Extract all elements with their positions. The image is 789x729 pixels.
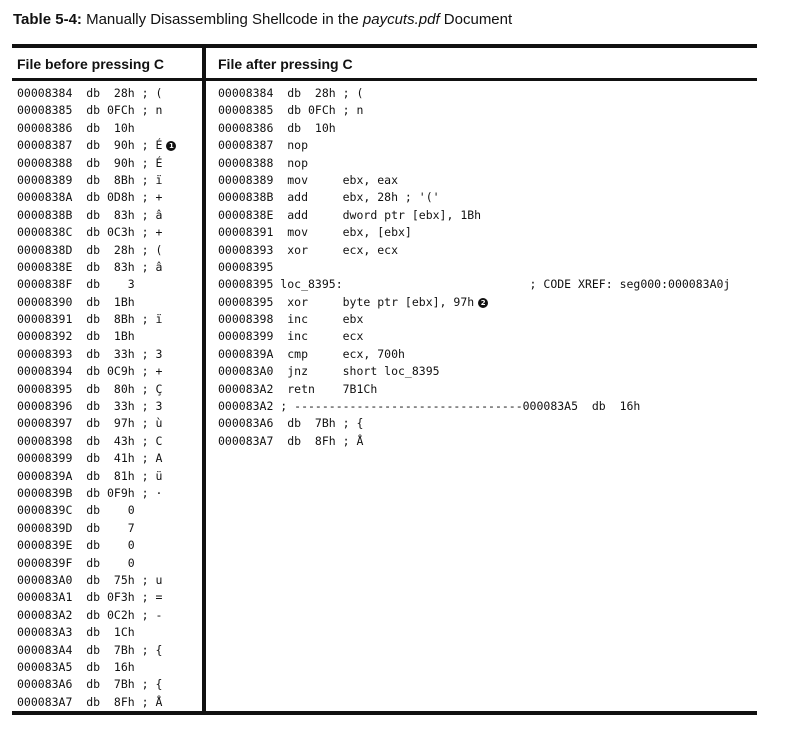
code-line: 00008393 db 33h ; 3 (17, 346, 163, 361)
code-line-callout (17, 137, 176, 154)
code-line: 0000838B db 83h ; â (17, 207, 163, 222)
code-line: 000083A5 db 16h (17, 659, 135, 674)
code-line: 0000838A db 0D8h ; + (17, 190, 163, 205)
code-after-column (218, 85, 730, 450)
header-divider (12, 78, 757, 81)
column-header-before: File before pressing C (17, 56, 165, 72)
column-header-after: File after pressing C (218, 56, 353, 72)
code-line: 0000839E db 0 (17, 538, 135, 553)
code-line: 0000839D db 7 (17, 520, 135, 535)
code-line: 00008389 mov ebx, eax (218, 172, 399, 187)
code-line: 00008384 db 28h ; ( (218, 86, 364, 100)
caption-label: Table 5-4: (13, 11, 82, 28)
code-line: 000083A2 db 0C2h ; - (17, 607, 163, 622)
code-line-callout (218, 294, 730, 311)
code-line: 0000838E db 83h ; â (17, 259, 163, 274)
code-line: 00008396 db 33h ; 3 (17, 399, 163, 414)
code-line: 0000839A cmp ecx, 700h (218, 346, 405, 361)
code-line: 0000838B add ebx, 28h ; '(' (218, 190, 440, 205)
callout-2-icon: 2 (478, 298, 488, 308)
code-line: 00008385 db 0FCh ; n (17, 103, 163, 118)
code-line: 0000839C db 0 (17, 503, 135, 518)
code-line: 00008388 nop (218, 155, 309, 170)
code-line: 0000838C db 0C3h ; + (17, 225, 163, 240)
code-line: 0000838E add dword ptr [ebx], 1Bh (218, 207, 482, 222)
code-line: 00008388 db 90h ; É (17, 155, 163, 170)
code-line: 000083A0 db 75h ; u (17, 572, 163, 587)
code-line: 0000839F db 0 (17, 555, 135, 570)
caption-filename: paycuts.pdf (362, 11, 440, 28)
code-line: 00008386 db 10h (218, 120, 336, 135)
table-caption (13, 11, 512, 28)
code-line: 00008399 db 41h ; A (17, 451, 163, 466)
code-line: 00008384 db 28h ; ( (17, 86, 163, 100)
code-line: 00008395 (218, 259, 274, 274)
code-line: 00008395 db 80h ; Ç (17, 381, 163, 396)
code-line: 0000839B db 0F9h ; · (17, 485, 163, 500)
code-line: 00008391 db 8Bh ; ï (17, 312, 163, 327)
code-line: 00008389 db 8Bh ; ï (17, 172, 163, 187)
column-divider (202, 48, 206, 711)
code-line: 000083A7 db 8Fh ; Å (17, 694, 163, 709)
code-line: 00008390 db 1Bh (17, 294, 135, 309)
code-line: 000083A0 jnz short loc_8395 (218, 364, 440, 379)
code-line: 000083A3 db 1Ch (17, 625, 135, 640)
code-line: 00008387 nop (218, 138, 309, 153)
caption-text-end: Document (443, 11, 513, 28)
code-line: 00008393 xor ecx, ecx (218, 242, 399, 257)
code-line: 000083A1 db 0F3h ; = (17, 590, 163, 605)
caption-text: Manually Disassembling Shellcode in the (86, 11, 359, 28)
code-line: 000083A2 retn 7B1Ch (218, 381, 378, 396)
callout-1-icon: 1 (166, 141, 176, 151)
code-before-column (17, 85, 176, 711)
disassembly-table (12, 44, 757, 715)
code-line: 000083A6 db 7Bh ; { (17, 677, 163, 692)
code-line: 0000839A db 81h ; ü (17, 468, 163, 483)
code-line: 00008399 inc ecx (218, 329, 364, 344)
code-line: 000083A4 db 7Bh ; { (17, 642, 163, 657)
code-line: 00008391 mov ebx, [ebx] (218, 225, 412, 240)
code-line: 0000838D db 28h ; ( (17, 242, 163, 257)
code-line: 00008392 db 1Bh (17, 329, 135, 344)
code-line: 0000838F db 3 (17, 277, 135, 292)
code-line: 00008386 db 10h (17, 120, 135, 135)
code-line: 000083A2 ; ---------------------------------000083A5 db 16h (218, 399, 641, 414)
code-line-text: 00008387 db 90h ; É (17, 138, 163, 153)
code-line-text: 00008395 xor byte ptr [ebx], 97h (218, 294, 475, 309)
code-line: 000083A6 db 7Bh ; { (218, 416, 364, 431)
code-line: 00008395 loc_8395: ; CODE XREF: seg000:000083A0j (218, 277, 731, 292)
code-line: 00008398 inc ebx (218, 312, 364, 327)
code-line: 00008398 db 43h ; C (17, 433, 163, 448)
code-line: 00008397 db 97h ; ù (17, 416, 163, 431)
code-line: 000083A7 db 8Fh ; Å (218, 433, 364, 448)
code-line: 00008385 db 0FCh ; n (218, 103, 364, 118)
code-line: 00008394 db 0C9h ; + (17, 364, 163, 379)
